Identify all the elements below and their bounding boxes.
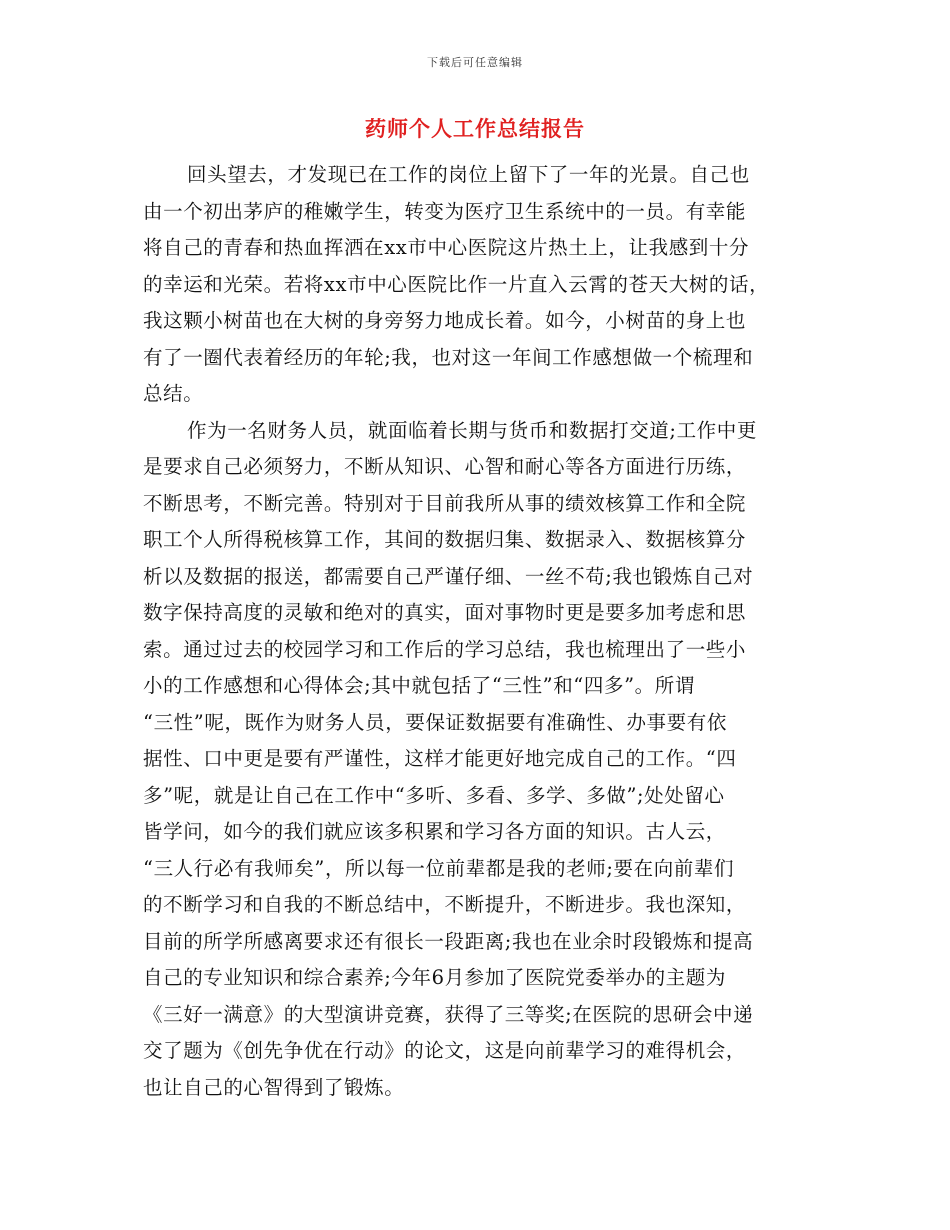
text-line: 将自己的青春和热血挥洒在xx市中心医院这片热土上，让我感到十分: [143, 236, 750, 259]
text-line: “三人行必有我师矣”，所以每一位前辈都是我的老师;要在向前辈们: [143, 856, 735, 880]
text-line: 交了题为《创先争优在行动》的论文，这是向前辈学习的难得机会，: [143, 1039, 747, 1062]
document-title: 药师个人工作总结报告: [365, 116, 585, 141]
text-line: 我这颗小树苗也在大树的身旁努力地成长着。如今，小树苗的身上也: [143, 309, 747, 332]
text-line: 有了一圈代表着经历的年轮;我，也对这一年间工作感想做一个梳理和: [143, 345, 754, 369]
text-line: 索。通过过去的校园学习和工作后的学习总结，我也梳理出了一些小: [143, 637, 747, 661]
text-line: 是要求自己必须努力，不断从知识、心智和耐心等各方面进行历练，: [143, 455, 747, 478]
header-note: 下载后可任意编辑: [427, 56, 523, 69]
text-line: 析以及数据的报送，都需要自己严谨仔细、一丝不苟;我也锻炼自己对: [143, 564, 754, 588]
text-line: 小的工作感想和心得体会;其中就包括了“三性”和“四多”。所谓: [143, 674, 695, 697]
text-line: 回头望去，才发现已在工作的岗位上留下了一年的光景。自己也: [187, 163, 750, 186]
text-line: 据性、口中更是要有严谨性，这样才能更好地完成自己的工作。“四: [143, 747, 737, 770]
text-line: 作为一名财务人员，就面临着长期与货币和数据打交道;工作中更: [187, 418, 757, 442]
text-line: 由一个初出茅庐的稚嫩学生，转变为医疗卫生系统中的一员。有幸能: [143, 199, 747, 223]
text-line: 也让自己的心智得到了锻炼。: [143, 1075, 405, 1099]
paragraph-1: [143, 157, 815, 413]
text-line: 目前的所学所感离要求还有很长一段距离;我也在业余时段锻炼和提高: [143, 929, 754, 953]
text-line: 总结。: [143, 382, 204, 405]
text-line: 的幸运和光荣。若将xx市中心医院比作一片直入云霄的苍天大树的话，: [143, 272, 770, 296]
text-line: 数字保持高度的灵敏和绝对的真实，面对事物时更是要多加考虑和思: [143, 601, 747, 624]
paragraph-2: [143, 413, 815, 1107]
text-line: 不断思考，不断完善。特别对于目前我所从事的绩效核算工作和全院: [143, 491, 747, 515]
text-line: 《三好一满意》的大型演讲竞赛，获得了三等奖;在医院的思研会中递: [143, 1002, 754, 1026]
text-line: 多”呢，就是让自己在工作中“多听、多看、多学、多做”;处处留心: [143, 783, 725, 807]
text-line: 皆学问，如今的我们就应该多积累和学习各方面的知识。古人云，: [143, 820, 726, 843]
text-line: “三性”呢，既作为财务人员，要保证数据要有准确性、办事要有依: [143, 710, 727, 734]
text-line: 自己的专业知识和综合素养;今年6月参加了医院党委举办的主题为: [143, 966, 726, 989]
document-body: [143, 157, 815, 1106]
text-line: 职工个人所得税核算工作，其间的数据归集、数据录入、数据核算分: [143, 528, 747, 551]
text-line: 的不断学习和自我的不断总结中，不断提升，不断进步。我也深知，: [143, 893, 747, 916]
